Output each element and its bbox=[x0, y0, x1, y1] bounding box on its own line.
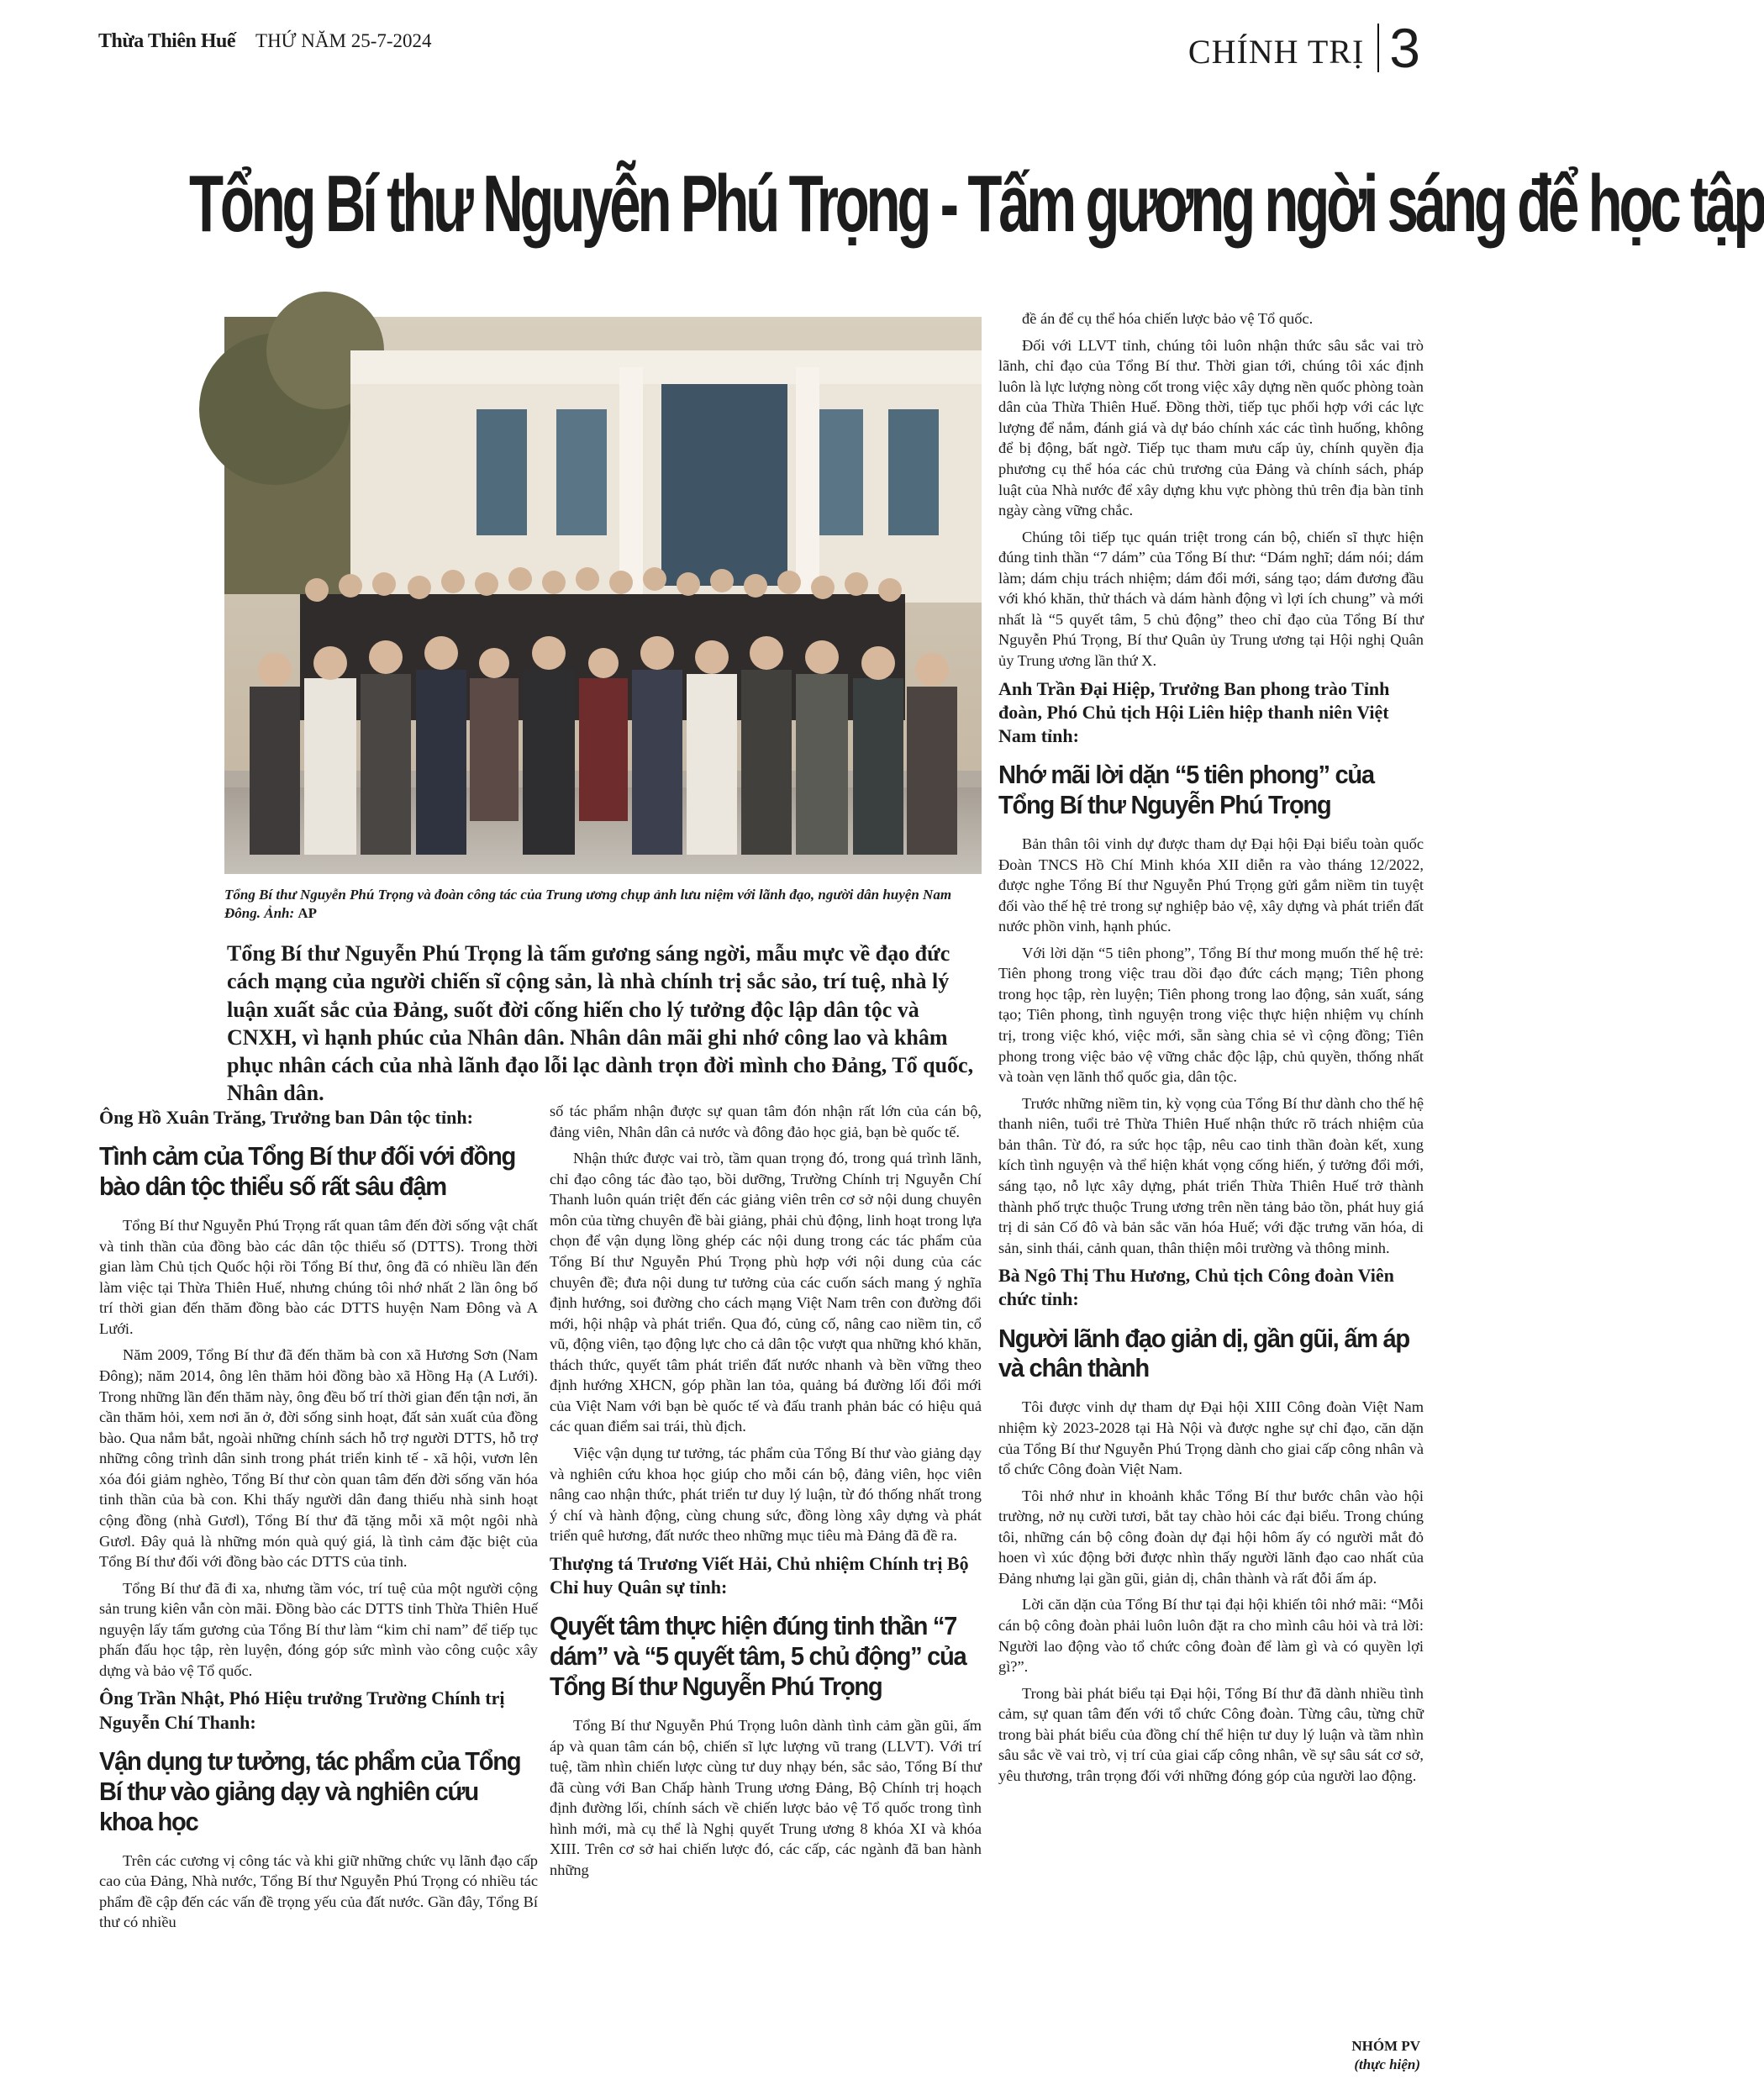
speaker-hiep: Anh Trần Đại Hiệp, Trưởng Ban phong trào Tỉnh đoàn, Phó Chủ tịch Hội Liên hiệp thanh niên Việt Nam tỉnh: bbox=[998, 677, 1390, 746]
page-header-right bbox=[1187, 17, 1420, 79]
group-photo bbox=[224, 317, 982, 874]
paragraph: Chúng tôi tiếp tục quán triệt trong cán bộ, chiến sĩ thực hiện đúng tinh thần “7 dám” của Tổng Bí thư: “Dám nghĩ; dám nói; dám làm; dám chịu trách nhiệm; dám đổi mới, sáng tạo; dám đương đầu với khó khăn, thử thách và dám hành động vì lợi ích chung” và mới nhất là “5 quyết tâm, 5 chủ động” theo chỉ đạo của Tổng Bí thư Nguyễn Phú Trọng, Bí thư Quân ủy Trung ương tại Hội nghị Quân ủy Trung ương lần thứ X. bbox=[998, 528, 1424, 669]
paragraph: Việc vận dụng tư tưởng, tác phẩm của Tổng Bí thư vào giảng dạy và nghiên cứu khoa học giúp cho mỗi cán bộ, đảng viên, học viên nâng cao nhận thức, phát triển tư duy lý luận, từ đó thống nhất trong ý chí và hành động, cùng chung sức, đồng lòng xây dựng và phát triển quê hương, đất nước theo những mục tiêu mà Đảng đã đề ra. bbox=[550, 1445, 982, 1545]
article-lead: Tổng Bí thư Nguyễn Phú Trọng là tấm gương sáng ngời, mẫu mực về đạo đức cách mạng của người chiến sĩ cộng sản, là nhà chính trị sắc sảo, trí tuệ, nhà lý luận xuất sắc của Đảng, suốt đời cống hiến cho lý tưởng độc lập dân tộc và CNXH, vì hạnh phúc của Nhân dân. Nhân dân mãi ghi nhớ công lao và khâm phục nhân cách của nhà lãnh đạo lỗi lạc dành trọn đời mình cho Đảng, Tổ quốc, Nhân dân. bbox=[227, 941, 974, 1106]
byline-name: NHÓM PV bbox=[1351, 2038, 1420, 2054]
speaker-huong: Bà Ngô Thị Thu Hương, Chủ tịch Công đoàn Viên chức tỉnh: bbox=[998, 1265, 1394, 1310]
issue-date: THỨ NĂM 25-7-2024 bbox=[255, 30, 432, 51]
paragraph: Nhận thức được vai trò, tầm quan trọng đó, trong quá trình lãnh, chỉ đạo công tác đào tạo, bồi dưỡng, Trường Chính trị Nguyễn Chí Thanh luôn quán triệt đến các giảng viên trên cơ sở nội dung chuyên môn của từng chuyên đề bài giảng, phải chủ động, linh hoạt trong lựa chọn để vận dụng lồng ghép các nội dung trong các tác phẩm của Tổng Bí thư Nguyễn Phú Trọng phù hợp với nội dung của các chuyên đề; đưa nội dung tư tưởng của các cuốn sách mang ý nghĩa định hướng, soi đường cho cách mạng Việt Nam trên con đường đổi mới, hội nhập và phát triển. Qua đó, củng cố, nâng cao niềm tin, cổ vũ, động viên, tạo động lực cho cả dân tộc vượt qua những khó khăn, thách thức, quyết tâm phát triển đất nước nhanh và bền vững theo định hướng XHCN, góp phần lan tỏa, quảng bá đường lối đổi mới của Việt Nam với bạn bè quốc tế và đấu tranh phản bác có hiệu quả các quan điểm sai trái, thù địch. bbox=[550, 1150, 982, 1435]
speaker-nhat: Ông Trần Nhật, Phó Hiệu trưởng Trường Chính trị Nguyễn Chí Thanh: bbox=[99, 1687, 505, 1733]
paragraph: Trên các cương vị công tác và khi giữ những chức vụ lãnh đạo cấp cao của Đảng, Nhà nước, Tổng Bí thư Nguyễn Phú Trọng có nhiều tác phẩm đề cập đến các vấn đề trọng yếu của đất nước. Gần đây, Tổng Bí thư có nhiều bbox=[99, 1851, 538, 1931]
paragraph: số tác phẩm nhận được sự quan tâm đón nhận rất lớn của cán bộ, đảng viên, Nhân dân cả nước và đông đảo học giả, bạn bè quốc tế. bbox=[550, 1103, 982, 1140]
byline bbox=[1351, 2037, 1420, 2074]
paragraph: Trong bài phát biểu tại Đại hội, Tổng Bí thư đã dành nhiều tình cảm, sự quan tâm đến với tổ chức Công đoàn. Từng câu, từng chữ trong bài phát biểu của đồng chí thể hiện tư duy lý luận và tầm nhìn sâu sắc về vai trò, vị trí của giai cấp công nhân, về sự sâu sát cơ sở, yêu thương, trân trọng đối với những đóng góp của người lao động. bbox=[998, 1684, 1424, 1784]
paragraph: Trước những niềm tin, kỳ vọng của Tổng Bí thư dành cho thế hệ thanh niên, tuổi trẻ Thừa Thiên Huế nhận thức rõ trách nhiệm của bản thân. Từ đó, ra sức học tập, nêu cao tinh thần đoàn kết, xung kích tình nguyện và thể hiện khát vọng cống hiến, ý tưởng đổi mới, sáng tạo, nỗ lực xây dựng, phát triển Thừa Thiên Huế trở thành thành phố trực thuộc Trung ương trên nền tảng bảo tồn, phát huy giá trị di sản Cố đô và bản sắc văn hóa Huế; với đặc trưng văn hóa, di sản, sinh thái, cảnh quan, thân thiện môi trường và thông minh. bbox=[998, 1094, 1424, 1256]
photo-credit: AP bbox=[298, 905, 318, 922]
speaker-trang: Ông Hồ Xuân Trăng, Trưởng ban Dân tộc tỉnh: bbox=[99, 1107, 473, 1128]
article-headline: Tổng Bí thư Nguyễn Phú Trọng - Tấm gương ngời sáng để học tập bbox=[189, 159, 1764, 249]
speaker-hai: Thượng tá Trương Viết Hải, Chủ nhiệm Chính trị Bộ Chỉ huy Quân sự tỉnh: bbox=[550, 1552, 969, 1598]
paragraph: Đối với LLVT tỉnh, chúng tôi luôn nhận thức sâu sắc vai trò lãnh, chỉ đạo của Tổng Bí thư. Thời gian tới, chúng tôi xác định luôn là lực lượng nòng cốt trong việc xây dựng nền quốc phòng toàn dân của Thừa Thiên Huế. Đồng thời, tiếp tục phối hợp với các lực lượng để nắm, đánh giá và dự báo chính xác các tình huống, không để bị động, bất ngờ. Tiếp tục tham mưu cấp ủy, chính quyền địa phương cụ thể hóa các chủ trương của Đảng và chính sách, pháp luật của Nhà nước để xây dựng khu vực phòng thủ trên địa bàn tỉnh ngày càng vững chắc. bbox=[998, 336, 1424, 519]
paragraph: Bản thân tôi vinh dự được tham dự Đại hội Đại biểu toàn quốc Đoàn TNCS Hồ Chí Minh khóa XII diễn ra vào tháng 12/2022, được nghe Tổng Bí thư Nguyễn Phú Trọng gửi gắm niềm tin tuyệt đối vào thế hệ trẻ trong sự nghiệp bảo vệ, xây dựng và phát triển đất nước phồn vinh, hạnh phúc. bbox=[998, 835, 1424, 935]
header-divider bbox=[1377, 24, 1379, 72]
column-right bbox=[998, 308, 1424, 1793]
paragraph: Tôi được vinh dự tham dự Đại hội XIII Công đoàn Việt Nam nhiệm kỳ 2023-2028 tại Hà Nội và được nghe sự chỉ đạo, căn dặn của Tổng Bí thư Nguyễn Phú Trọng dành cho giai cấp công nhân và tổ chức Công đoàn Việt Nam. bbox=[998, 1398, 1424, 1478]
subheading-van-dung-tu-tuong: Vận dụng tư tưởng, tác phẩm của Tổng Bí thư vào giảng dạy và nghiên cứu khoa học bbox=[99, 1745, 521, 1836]
paragraph: đề án để cụ thể hóa chiến lược bảo vệ Tổ quốc. bbox=[1022, 310, 1314, 327]
subheading-5-tien-phong: Nhớ mãi lời dặn “5 tiên phong” của Tổng Bí thư Nguyễn Phú Trọng bbox=[998, 760, 1374, 819]
paragraph: Tôi nhớ như in khoảnh khắc Tổng Bí thư bước chân vào hội trường, nở nụ cười tươi, bắt tay chào hỏi các đại biểu. Trong chúng tôi, những cán bộ công đoàn dự đại hội hôm ấy có người mắt đỏ hoen vì xúc động bởi được nhìn thấy người lãnh đạo cao nhất của Đảng nhưng lại gần gũi, giản dị, chân thành và rất đỗi ấm áp. bbox=[998, 1487, 1424, 1587]
column-left bbox=[99, 1101, 538, 1939]
page-header-left bbox=[98, 30, 432, 53]
paragraph: Tổng Bí thư Nguyễn Phú Trọng rất quan tâm đến đời sống vật chất và tinh thần của đồng bào các dân tộc thiểu số (DTTS). Trong thời gian làm Chủ tịch Quốc hội rồi Tổng Bí thư, ông đã có nhiều lần đến làm việc tại Thừa Thiên Huế, nhưng chúng tôi nhớ nhất 2 lần ông bố trí thời gian đến thăm đồng bào các DTTS huyện Nam Đông và A Lưới. bbox=[99, 1217, 538, 1337]
newspaper-name: Thừa Thiên Huế bbox=[98, 30, 236, 52]
subheading-7-dam: Quyết tâm thực hiện đúng tinh thần “7 dám” và “5 quyết tâm, 5 chủ động” của Tổng Bí thư Nguyễn Phú Trọng bbox=[550, 1611, 966, 1702]
section-name: CHÍNH TRỊ bbox=[1187, 32, 1365, 71]
column-middle bbox=[550, 1101, 982, 1886]
byline-role: (thực hiện) bbox=[1354, 2056, 1420, 2073]
paragraph: Lời căn dặn của Tổng Bí thư tại đại hội khiến tôi nhớ mãi: “Mỗi cán bộ công đoàn phải luôn luôn đặt ra cho mình câu hỏi và trả lời: Người lao động vào tổ chức công đoàn để làm gì và có quyền lợi gì?”. bbox=[998, 1596, 1424, 1676]
group-photo-illustration bbox=[224, 317, 982, 874]
paragraph: Tổng Bí thư Nguyễn Phú Trọng luôn dành tình cảm gần gũi, ấm áp và quan tâm cán bộ, chiến sĩ lực lượng vũ trang (LLVT). Với trí tuệ, tầm nhìn chiến lược cùng tư duy nhạy bén, sắc sảo, Tổng Bí thư đã cùng với Ban Chấp hành Trung ương Đảng, Bộ Chính trị hoạch định đường lối, chính sách về chiến lược bảo vệ Tổ quốc trong tình hình mới, mà cụ thể là Nghị quyết Trung ương 8 khóa XI và khóa XIII. Trên cơ sở hai chiến lược đó, các cấp, các ngành đã ban hành những bbox=[550, 1716, 982, 1878]
paragraph: Năm 2009, Tổng Bí thư đã đến thăm bà con xã Hương Sơn (Nam Đông); năm 2014, ông lên thăm hỏi đồng bào xã Hồng Hạ (A Lưới). Trong những lần đến thăm này, ông đều bố trí thời gian đến tận nơi, ăn cần thăm hỏi, xem nơi ăn ở, đời sống sinh hoạt, đất sản xuất của đồng bào. Qua nắm bắt, ngoài những chính sách hỗ trợ người DTTS, hỗ trợ những công trình dân sinh trong phát triển kinh tế - xã hội, vươn lên xóa đói giảm nghèo, Tổng Bí thư còn quan tâm đến đời sống văn hóa tinh thần của bà con. Khi thấy người dân đang thiếu nhà sinh hoạt cộng đồng (nhà Gươl), Tổng Bí thư đã tặng mỗi xã một ngôi nhà Gươl. Đây quả là những món quà quý giá, là tình cảm đặc biệt của Tổng Bí thư đối với đồng bào các DTTS của tỉnh. bbox=[99, 1346, 538, 1571]
subheading-lanh-dao-gian-di: Người lãnh đạo giản dị, gần gũi, ấm áp và chân thành bbox=[998, 1323, 1409, 1383]
subheading-tinh-cam-dtts: Tình cảm của Tổng Bí thư đối với đồng bào dân tộc thiểu số rất sâu đậm bbox=[99, 1141, 515, 1202]
paragraph: Với lời dặn “5 tiên phong”, Tổng Bí thư mong muốn thế hệ trẻ: Tiên phong trong việc trau dồi đạo đức cách mạng; Tiên phong trong học tập, rèn luyện; Tiên phong trong lao động, sản xuất, sáng tạo; Tiên phong, tình nguyện trong việc thực hiện nhiệm vụ chính trị, trong việc khó, việc mới, sẵn sàng chia sẻ vì cộng đồng; Tiên phong trong việc bảo vệ vững chắc độc lập, chủ quyền, thống nhất và toàn vẹn lãnh thổ quốc gia, dân tộc. bbox=[998, 944, 1424, 1086]
photo-caption-text: Tổng Bí thư Nguyễn Phú Trọng và đoàn công tác của Trung ương chụp ảnh lưu niệm với lãnh đạo, người dân huyện Nam Đông. Ảnh: bbox=[224, 887, 952, 922]
page-number: 3 bbox=[1389, 17, 1420, 79]
paragraph: Tổng Bí thư đã đi xa, nhưng tầm vóc, trí tuệ của một người cộng sản trung kiên vẫn còn mãi. Đồng bào các DTTS tỉnh Thừa Thiên Huế nguyện lấy tấm gương của Tổng Bí thư làm “kim chỉ nam” để tiếp tục phấn đấu học tập, rèn luyện, đóng góp sức mình vào công cuộc xây dựng và bảo vệ Tổ quốc. bbox=[99, 1579, 538, 1679]
photo-caption bbox=[224, 886, 989, 924]
